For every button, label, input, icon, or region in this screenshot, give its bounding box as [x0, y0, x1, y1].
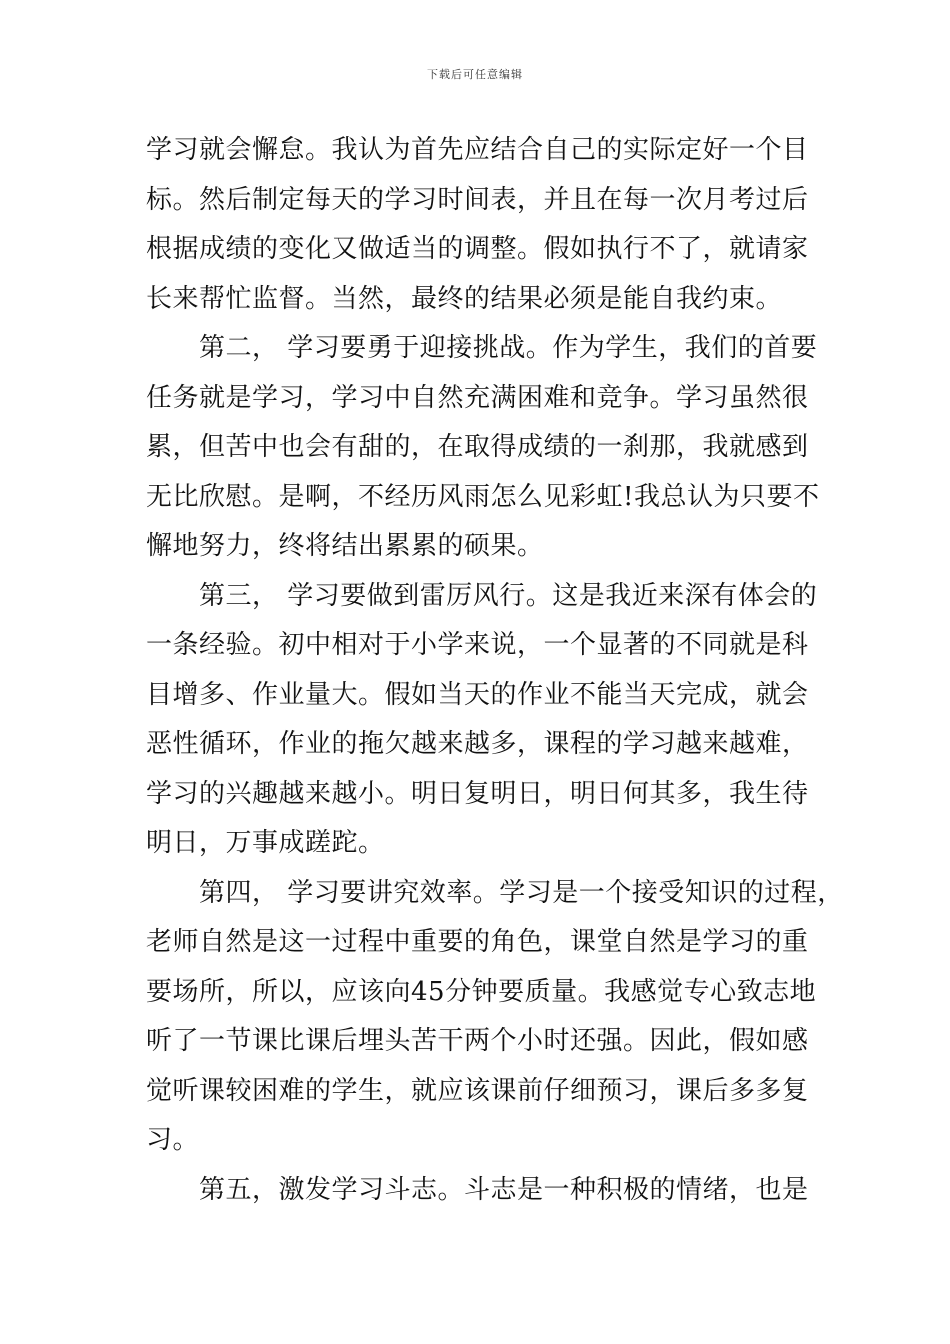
text-line: 一条经验。初中相对于小学来说，一个显著的不同就是科 [146, 630, 809, 660]
text-line: 觉听课较困难的学生，就应该课前仔细预习，课后多多复 [146, 1075, 809, 1106]
text-line: 老师自然是这一过程中重要的角色，课堂自然是学习的重 [146, 927, 809, 957]
text-line: 任务就是学习，学习中自然充满困难和竞争。学习虽然很 [146, 382, 809, 413]
text-line: 要场所，所以，应该向45分钟要质量。我感觉专心致志地 [146, 976, 817, 1007]
text-line: 累，但苦中也会有甜的，在取得成绩的一刹那，我就感到 [146, 432, 809, 462]
page-header: 下载后可任意编辑 [427, 68, 523, 81]
text-line: 长来帮忙监督。当然，最终的结果必须是能自我约束。 [146, 283, 783, 314]
text-line: 目增多、作业量大。假如当天的作业不能当天完成，就会 [146, 679, 809, 710]
text-line: 懈地努力，终将结出累累的硕果。 [146, 531, 544, 561]
text-line: 学习就会懈怠。我认为首先应结合自己的实际定好一个目 [146, 135, 809, 165]
document-body [146, 126, 844, 1215]
text-line: 学习的兴趣越来越小。明日复明日，明日何其多，我生待 [146, 778, 809, 809]
paragraph-first-line: 第四， 学习要讲究效率。学习是一个接受知识的过程， [199, 877, 844, 908]
text-line: 习。 [146, 1125, 200, 1155]
paragraph-first-line: 第二， 学习要勇于迎接挑战。作为学生，我们的首要 [199, 333, 818, 363]
paragraph-first-line: 第三， 学习要做到雷厉风行。这是我近来深有体会的 [199, 580, 818, 611]
text-line: 明日，万事成蹉跎。 [146, 828, 385, 858]
paragraph-first-line: 第五，激发学习斗志。斗志是一种积极的情绪，也是 [199, 1174, 809, 1205]
text-line: 无比欣慰。是啊，不经历风雨怎么见彩虹!我总认为只要不 [146, 481, 820, 512]
text-line: 听了一节课比课后埋头苦干两个小时还强。因此，假如感 [146, 1026, 809, 1056]
text-line: 根据成绩的变化又做适当的调整。假如执行不了，就请家 [146, 234, 809, 264]
text-line: 恶性循环，作业的拖欠越来越多，课程的学习越来越难， [146, 729, 809, 759]
text-line: 标。然后制定每天的学习时间表，并且在每一次月考过后 [146, 184, 809, 215]
